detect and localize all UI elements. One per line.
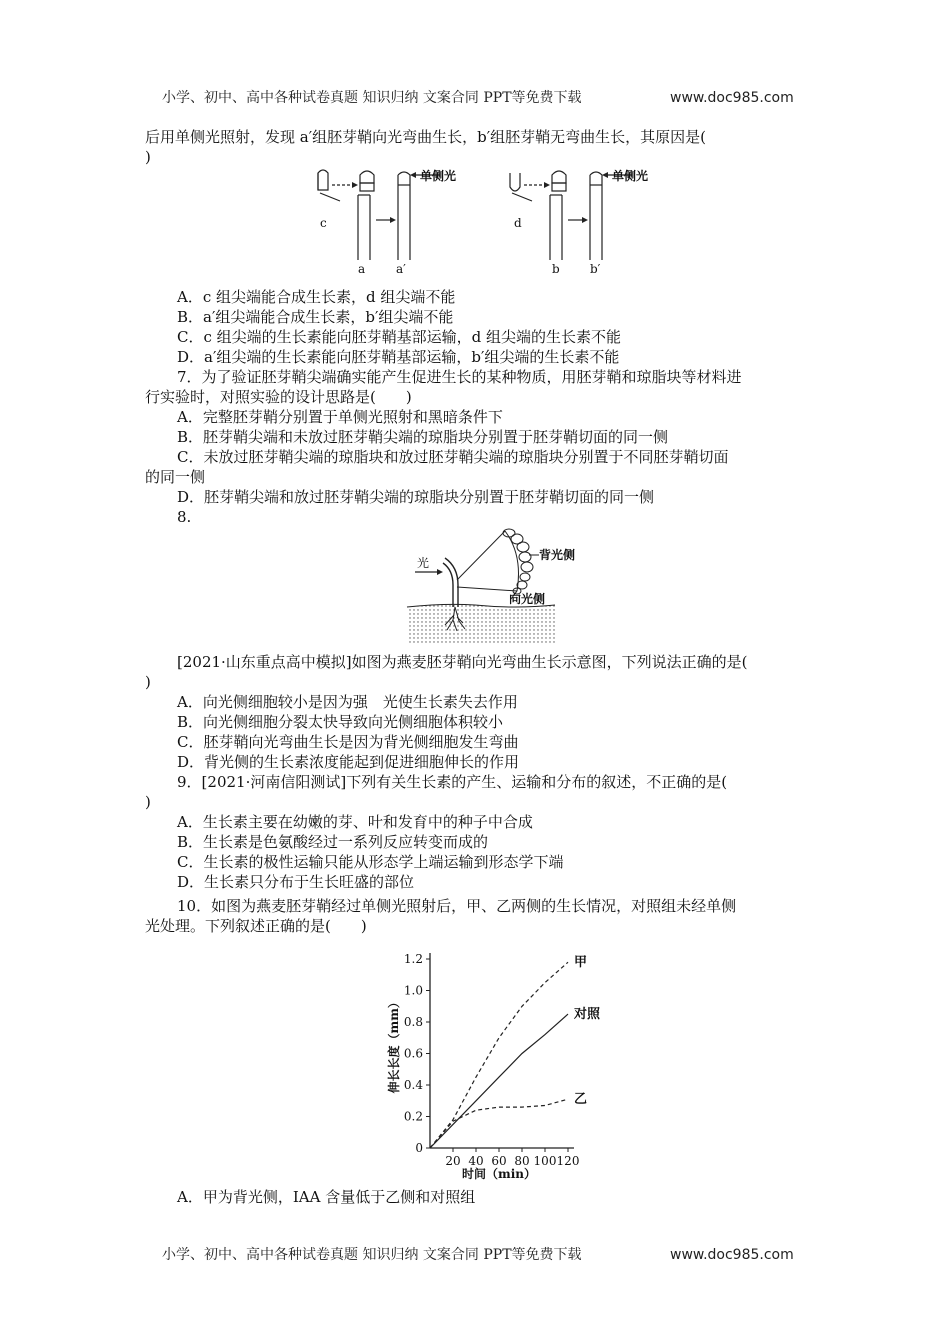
q6-stem-line2: ) [145, 148, 151, 166]
q6-option-a: A．c 组尖端能合成生长素，d 组尖端不能 [177, 288, 456, 306]
q10-growth-chart [380, 945, 610, 1185]
x-tick-label: 120 [556, 1154, 580, 1168]
label-b: b [552, 262, 560, 276]
tip-d [510, 173, 520, 191]
y-tick-label: 0.4 [403, 1078, 423, 1092]
q7-stem-line2: 行实验时，对照实验的设计思路是( ) [145, 388, 412, 406]
q8-option-d: D．背光侧的生长素浓度能起到促进细胞伸长的作用 [177, 753, 520, 771]
q6-option-d: D．a′组尖端的生长素能向胚芽鞘基部运输，b′组尖端的生长素不能 [177, 348, 620, 366]
y-tick-label: 0 [415, 1141, 423, 1155]
q9-option-a: A．生长素主要在幼嫩的芽、叶和发育中的种子中合成 [177, 813, 533, 831]
label-c: c [320, 216, 327, 230]
q10-stem-line2: 光处理。下列叙述正确的是( ) [145, 917, 367, 935]
q8-option-c: C．胚芽鞘向光弯曲生长是因为背光侧细胞发生弯曲 [177, 733, 519, 751]
q6-option-b: B．a′组尖端能合成生长素，b′组尖端不能 [177, 308, 454, 326]
y-tick-label: 0.2 [403, 1109, 423, 1124]
chart-ylabel: 伸长长度（mm） [387, 996, 401, 1094]
q10-stem-line1: 10．如图为燕麦胚芽鞘经过单侧光照射后，甲、乙两侧的生长情况，对照组未经单侧 [177, 897, 737, 915]
light-label: 光 [417, 556, 430, 570]
series-line-2 [430, 1099, 568, 1148]
x-tick-label: 100 [533, 1154, 557, 1168]
label-a-prime: a′ [396, 262, 406, 276]
q7-option-c: C．未放过胚芽鞘尖端的琼脂块和放过胚芽鞘尖端的琼脂块分别置于不同胚芽鞘切面 [177, 448, 729, 466]
series-line-0 [430, 962, 568, 1148]
x-tick-label: 80 [514, 1154, 530, 1168]
x-tick-label: 40 [468, 1154, 484, 1168]
q9-option-c: C．生长素的极性运输只能从形态学上端运输到形态学下端 [177, 853, 564, 871]
footer-text: 小学、初中、高中各种试卷真题 知识归纳 文案合同 PPT等免费下载 [162, 1247, 582, 1263]
q8-option-a: A．向光侧细胞较小是因为强 光使生长素失去作用 [177, 693, 518, 711]
q6-option-c: C．c 组尖端的生长素能向胚芽鞘基部运输，d 组尖端的生长素不能 [177, 328, 622, 346]
magnified-cells [503, 529, 533, 594]
series-label-2: 乙 [574, 1092, 588, 1108]
label-b-prime: b′ [590, 262, 601, 276]
header-url[interactable]: www.doc985.com [670, 90, 794, 106]
q8-stem-line1: [2021·山东重点高中模拟]如图为燕麦胚芽鞘向光弯曲生长示意图，下列说法正确的是( [177, 653, 748, 671]
label-a: a [358, 262, 366, 276]
q8-number: 8. [177, 508, 192, 526]
tip-c [318, 170, 328, 190]
coleoptile-stem [443, 563, 453, 607]
series-label-1: 对照 [574, 1007, 601, 1023]
coleoptile-a [358, 195, 370, 260]
agar-block-c [360, 183, 374, 191]
light-side-label: 向光侧 [509, 592, 546, 606]
x-tick-label: 60 [491, 1154, 507, 1168]
q7-option-b: B．胚芽鞘尖端和未放过胚芽鞘尖端的琼脂块分别置于胚芽鞘切面的同一侧 [177, 428, 669, 446]
chart-xlabel: 时间（min） [462, 1167, 536, 1181]
y-tick-label: 0.6 [403, 1046, 423, 1061]
x-tick-label: 20 [445, 1154, 461, 1168]
agar-block-d [552, 183, 566, 191]
soil [407, 604, 555, 645]
q7-option-a: A．完整胚芽鞘分别置于单侧光照射和黑暗条件下 [177, 408, 503, 426]
y-tick-label: 1.2 [403, 952, 423, 966]
coleoptile-b [550, 195, 562, 260]
q8-stem-line2: ) [145, 673, 151, 691]
y-tick-label: 1.0 [403, 983, 423, 998]
q8-option-b: B．向光侧细胞分裂太快导致向光侧细胞体积较小 [177, 713, 504, 731]
q7-stem-line1: 7．为了验证胚芽鞘尖端确实能产生促进生长的某种物质，用胚芽鞘和琼脂块等材料进 [177, 368, 742, 386]
q9-option-d: D．生长素只分布于生长旺盛的部位 [177, 873, 415, 891]
q6-experiment-figure [300, 165, 690, 280]
light-label-left: 单侧光 [420, 169, 457, 183]
q6-stem-line1: 后用单侧光照射，发现 a′组胚芽鞘向光弯曲生长，b′组胚芽鞘无弯曲生长，其原因是( [145, 128, 706, 146]
q8-phototropism-figure [405, 525, 605, 647]
footer-url[interactable]: www.doc985.com [670, 1247, 794, 1263]
y-tick-label: 0.8 [403, 1015, 423, 1029]
series-line-1 [430, 1014, 568, 1148]
series-label-0: 甲 [574, 955, 588, 971]
q9-stem-line2: ) [145, 793, 151, 811]
q9-stem-line1: 9．[2021·河南信阳测试]下列有关生长素的产生、运输和分布的叙述，不正确的是( [177, 773, 728, 791]
label-d: d [514, 216, 522, 230]
shade-side-label: 背光侧 [539, 548, 576, 562]
q10-option-a: A．甲为背光侧，IAA 含量低于乙侧和对照组 [177, 1188, 476, 1206]
q7-option-c-cont: 的同一侧 [145, 468, 206, 486]
light-label-right: 单侧光 [612, 169, 649, 183]
q9-option-b: B．生长素是色氨酸经过一系列反应转变而成的 [177, 833, 489, 851]
q7-option-d: D．胚芽鞘尖端和放过胚芽鞘尖端的琼脂块分别置于胚芽鞘切面的同一侧 [177, 488, 655, 506]
header-text: 小学、初中、高中各种试卷真题 知识归纳 文案合同 PPT等免费下载 [162, 90, 582, 106]
